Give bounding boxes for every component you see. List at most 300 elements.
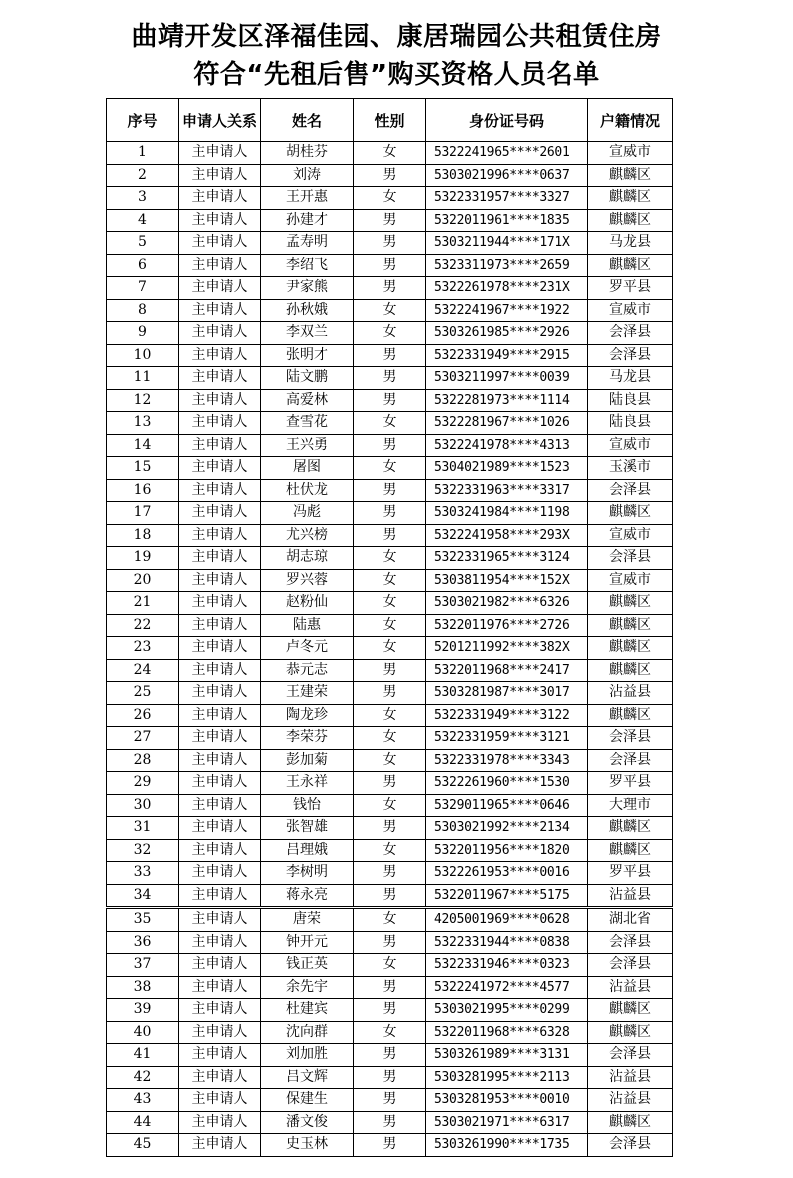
- col-gender-cell: 男: [354, 367, 426, 390]
- col-household-cell: 会泽县: [588, 479, 673, 502]
- col-relation-cell: 主申请人: [179, 976, 261, 999]
- col-name-cell: 罗兴蓉: [261, 569, 354, 592]
- col-name-cell: 李树明: [261, 862, 354, 885]
- col-relation-cell: 主申请人: [179, 682, 261, 705]
- col-household-cell: 宣威市: [588, 299, 673, 322]
- col-relation-cell: 主申请人: [179, 727, 261, 750]
- table-row: [107, 299, 673, 322]
- col-index-cell: 28: [107, 749, 179, 772]
- col-index-cell: 40: [107, 1021, 179, 1044]
- roster-table-header: [106, 98, 673, 142]
- col-relation-cell: 主申请人: [179, 931, 261, 954]
- col-index-cell: 16: [107, 479, 179, 502]
- col-id-number-cell: 5304021989****1523: [426, 457, 588, 480]
- table-row: [107, 367, 673, 390]
- col-name-cell: 杜伏龙: [261, 479, 354, 502]
- col-relation-cell: 主申请人: [179, 614, 261, 637]
- table-row: [107, 884, 673, 907]
- table-row: [107, 164, 673, 187]
- col-name-cell: 孙秋娥: [261, 299, 354, 322]
- col-household-cell: 罗平县: [588, 772, 673, 795]
- col-relation-cell: 主申请人: [179, 1044, 261, 1067]
- col-household-cell: 会泽县: [588, 1044, 673, 1067]
- col-household-cell: 沾益县: [588, 1089, 673, 1112]
- col-index-cell: 19: [107, 547, 179, 570]
- col-gender-cell: 男: [354, 659, 426, 682]
- col-household-cell: 罗平县: [588, 277, 673, 300]
- col-household-cell: 马龙县: [588, 232, 673, 255]
- col-household-cell: 麒麟区: [588, 592, 673, 615]
- col-relation-cell: 主申请人: [179, 1111, 261, 1134]
- col-index-cell: 8: [107, 299, 179, 322]
- col-gender-cell: 男: [354, 209, 426, 232]
- col-household-cell: 宣威市: [588, 569, 673, 592]
- col-gender-cell: 女: [354, 322, 426, 345]
- table-row: [107, 232, 673, 255]
- col-gender-cell: 男: [354, 344, 426, 367]
- table-row: [107, 209, 673, 232]
- col-id-number-cell: 4205001969****0628: [426, 909, 588, 932]
- col-gender-cell: 男: [354, 1134, 426, 1157]
- col-relation-cell: 主申请人: [179, 142, 261, 165]
- col-index-cell: 37: [107, 954, 179, 977]
- col-gender-cell: 女: [354, 727, 426, 750]
- col-relation-cell: 主申请人: [179, 794, 261, 817]
- col-name-cell: 孙建才: [261, 209, 354, 232]
- col-relation-cell: 主申请人: [179, 659, 261, 682]
- table-row: [107, 1089, 673, 1112]
- col-index-cell: 29: [107, 772, 179, 795]
- col-relation-cell: 主申请人: [179, 434, 261, 457]
- col-household-cell: 麒麟区: [588, 164, 673, 187]
- col-relation-cell: 主申请人: [179, 1134, 261, 1157]
- col-id-number-cell: 5303281987****3017: [426, 682, 588, 705]
- table-row: [107, 976, 673, 999]
- col-relation-cell: 主申请人: [179, 187, 261, 210]
- table-row: [107, 1066, 673, 1089]
- col-id-number-cell: 5322331949****2915: [426, 344, 588, 367]
- col-name-cell: 余先宇: [261, 976, 354, 999]
- col-relation-cell: 主申请人: [179, 909, 261, 932]
- col-household-cell: 麒麟区: [588, 502, 673, 525]
- col-relation-cell: 主申请人: [179, 389, 261, 412]
- table-row: [107, 254, 673, 277]
- col-index-cell: 34: [107, 884, 179, 907]
- col-index-cell: 1: [107, 142, 179, 165]
- table-row: [107, 1111, 673, 1134]
- col-gender-cell: 男: [354, 232, 426, 255]
- table-row: [107, 637, 673, 660]
- col-name-cell: 刘涛: [261, 164, 354, 187]
- col-id-number-cell: 5303021996****0637: [426, 164, 588, 187]
- col-household-cell: 麒麟区: [588, 254, 673, 277]
- col-relation-cell: 主申请人: [179, 637, 261, 660]
- col-gender-cell: 男: [354, 1066, 426, 1089]
- col-household-cell: 会泽县: [588, 954, 673, 977]
- col-name-cell: 冯彪: [261, 502, 354, 525]
- col-name-cell: 唐荣: [261, 909, 354, 932]
- col-id-number-cell: 5322331949****3122: [426, 704, 588, 727]
- col-relation-cell: 主申请人: [179, 322, 261, 345]
- col-relation-cell: 主申请人: [179, 209, 261, 232]
- col-name-cell: 尤兴榜: [261, 524, 354, 547]
- col-relation-cell: 主申请人: [179, 1021, 261, 1044]
- table-row: [107, 954, 673, 977]
- col-id-number-cell: 5322241967****1922: [426, 299, 588, 322]
- table-row: [107, 457, 673, 480]
- table-row: [107, 931, 673, 954]
- col-id-number-cell: 5303021982****6326: [426, 592, 588, 615]
- col-id-number-cell: 5322331959****3121: [426, 727, 588, 750]
- col-id-number-cell: 5322011976****2726: [426, 614, 588, 637]
- col-index-cell: 15: [107, 457, 179, 480]
- table-row: [107, 862, 673, 885]
- col-gender-cell: 男: [354, 164, 426, 187]
- col-index-cell: 36: [107, 931, 179, 954]
- col-id-number-cell: 5322011968****2417: [426, 659, 588, 682]
- col-relation-cell: 主申请人: [179, 277, 261, 300]
- col-index-cell: 11: [107, 367, 179, 390]
- col-household-cell: 麒麟区: [588, 1021, 673, 1044]
- table-row: [107, 704, 673, 727]
- col-id-number-cell: 5322331957****3327: [426, 187, 588, 210]
- col-household-cell: 大理市: [588, 794, 673, 817]
- col-name-cell: 高爱林: [261, 389, 354, 412]
- col-relation-cell: 主申请人: [179, 569, 261, 592]
- col-index-cell: 33: [107, 862, 179, 885]
- col-id-number-cell: 5322261960****1530: [426, 772, 588, 795]
- col-name-cell: 吕文辉: [261, 1066, 354, 1089]
- col-household-cell: 麒麟区: [588, 817, 673, 840]
- col-household-cell: 会泽县: [588, 727, 673, 750]
- col-gender-cell: 女: [354, 187, 426, 210]
- col-household-cell: 会泽县: [588, 931, 673, 954]
- table-row: [107, 187, 673, 210]
- col-index-cell: 2: [107, 164, 179, 187]
- col-id-number-cell: 5322261978****231X: [426, 277, 588, 300]
- table-row: [107, 547, 673, 570]
- col-name-cell: 胡志琼: [261, 547, 354, 570]
- col-gender-cell: 男: [354, 1044, 426, 1067]
- col-relation-cell: 主申请人: [179, 592, 261, 615]
- col-id-number-cell: 5303021992****2134: [426, 817, 588, 840]
- col-index-cell: 26: [107, 704, 179, 727]
- col-household-cell: 麒麟区: [588, 1111, 673, 1134]
- col-name-cell: 张智雄: [261, 817, 354, 840]
- table-row: [107, 999, 673, 1022]
- col-gender-cell: 女: [354, 1021, 426, 1044]
- table-row: [107, 434, 673, 457]
- col-index-cell: 13: [107, 412, 179, 435]
- col-household-cell: 麒麟区: [588, 839, 673, 862]
- col-index-cell: 17: [107, 502, 179, 525]
- table-row: [107, 659, 673, 682]
- table-row: [107, 322, 673, 345]
- col-id-number-cell: 5322331978****3343: [426, 749, 588, 772]
- col-gender-cell: 男: [354, 434, 426, 457]
- col-id-number-cell: 5303211944****171X: [426, 232, 588, 255]
- col-name-cell: 尹家熊: [261, 277, 354, 300]
- col-id-number-cell: 5322011967****5175: [426, 884, 588, 907]
- col-gender-cell: 女: [354, 569, 426, 592]
- col-household-cell: 沾益县: [588, 1066, 673, 1089]
- col-index-cell: 30: [107, 794, 179, 817]
- col-relation-cell: 主申请人: [179, 502, 261, 525]
- table-row: [107, 1044, 673, 1067]
- table-row: [107, 502, 673, 525]
- col-gender-cell: 女: [354, 457, 426, 480]
- col-name-cell: 钱正英: [261, 954, 354, 977]
- col-name-cell: 屠图: [261, 457, 354, 480]
- col-gender-cell: 女: [354, 142, 426, 165]
- col-gender-cell: 女: [354, 299, 426, 322]
- col-household-cell: 麒麟区: [588, 637, 673, 660]
- col-id-number-cell: 5323311973****2659: [426, 254, 588, 277]
- col-gender-cell: 男: [354, 502, 426, 525]
- col-household-cell: 麒麟区: [588, 614, 673, 637]
- table-row: [107, 479, 673, 502]
- page-subtitle: 符合“先租后售”购买资格人员名单: [193, 60, 600, 90]
- table-row: [107, 749, 673, 772]
- col-gender-cell: 男: [354, 1111, 426, 1134]
- col-household-cell: 沾益县: [588, 976, 673, 999]
- col-relation-cell: 主申请人: [179, 344, 261, 367]
- col-gender-cell: 男: [354, 976, 426, 999]
- col-relation-cell: 主申请人: [179, 164, 261, 187]
- col-household-cell: 宣威市: [588, 434, 673, 457]
- col-relation-cell: 主申请人: [179, 232, 261, 255]
- col-gender-cell: 女: [354, 592, 426, 615]
- header-col-index: 序号: [107, 99, 179, 142]
- col-relation-cell: 主申请人: [179, 1089, 261, 1112]
- col-index-cell: 3: [107, 187, 179, 210]
- col-name-cell: 王建荣: [261, 682, 354, 705]
- col-gender-cell: 女: [354, 637, 426, 660]
- col-household-cell: 麒麟区: [588, 659, 673, 682]
- col-name-cell: 沈向群: [261, 1021, 354, 1044]
- col-household-cell: 沾益县: [588, 682, 673, 705]
- col-id-number-cell: 5322241972****4577: [426, 976, 588, 999]
- col-index-cell: 35: [107, 909, 179, 932]
- col-gender-cell: 女: [354, 839, 426, 862]
- col-id-number-cell: 5322011956****1820: [426, 839, 588, 862]
- col-household-cell: 陆良县: [588, 412, 673, 435]
- col-id-number-cell: 5303811954****152X: [426, 569, 588, 592]
- col-relation-cell: 主申请人: [179, 704, 261, 727]
- table-row: [107, 1021, 673, 1044]
- col-gender-cell: 女: [354, 704, 426, 727]
- col-household-cell: 马龙县: [588, 367, 673, 390]
- col-name-cell: 胡桂芬: [261, 142, 354, 165]
- col-id-number-cell: 5303281953****0010: [426, 1089, 588, 1112]
- col-name-cell: 李双兰: [261, 322, 354, 345]
- col-id-number-cell: 5322331965****3124: [426, 547, 588, 570]
- col-id-number-cell: 5303261990****1735: [426, 1134, 588, 1157]
- col-id-number-cell: 5201211992****382X: [426, 637, 588, 660]
- table-row: [107, 592, 673, 615]
- col-name-cell: 恭元志: [261, 659, 354, 682]
- roster-table-part1: [106, 141, 673, 907]
- col-index-cell: 20: [107, 569, 179, 592]
- table-row: [107, 682, 673, 705]
- table-row: [107, 524, 673, 547]
- col-index-cell: 45: [107, 1134, 179, 1157]
- roster-table-part2: [106, 908, 673, 1157]
- col-name-cell: 李荣芬: [261, 727, 354, 750]
- col-gender-cell: 男: [354, 772, 426, 795]
- col-index-cell: 32: [107, 839, 179, 862]
- col-name-cell: 陆惠: [261, 614, 354, 637]
- col-relation-cell: 主申请人: [179, 479, 261, 502]
- col-id-number-cell: 5303021971****6317: [426, 1111, 588, 1134]
- col-id-number-cell: 5322281973****1114: [426, 389, 588, 412]
- col-gender-cell: 男: [354, 817, 426, 840]
- col-gender-cell: 女: [354, 954, 426, 977]
- header-col-gender: 性别: [354, 99, 426, 142]
- col-relation-cell: 主申请人: [179, 457, 261, 480]
- col-gender-cell: 女: [354, 547, 426, 570]
- col-name-cell: 孟寿明: [261, 232, 354, 255]
- table-row: [107, 142, 673, 165]
- col-index-cell: 42: [107, 1066, 179, 1089]
- col-gender-cell: 男: [354, 682, 426, 705]
- col-gender-cell: 女: [354, 909, 426, 932]
- col-household-cell: 麒麟区: [588, 999, 673, 1022]
- col-index-cell: 43: [107, 1089, 179, 1112]
- col-gender-cell: 男: [354, 254, 426, 277]
- table-row: [107, 909, 673, 932]
- col-id-number-cell: 5322011968****6328: [426, 1021, 588, 1044]
- col-name-cell: 陶龙珍: [261, 704, 354, 727]
- col-index-cell: 39: [107, 999, 179, 1022]
- table-row: [107, 344, 673, 367]
- col-id-number-cell: 5322241965****2601: [426, 142, 588, 165]
- col-index-cell: 12: [107, 389, 179, 412]
- table-row: [107, 614, 673, 637]
- table-row: [107, 412, 673, 435]
- col-name-cell: 陆文鹏: [261, 367, 354, 390]
- col-gender-cell: 女: [354, 412, 426, 435]
- col-index-cell: 38: [107, 976, 179, 999]
- col-name-cell: 张明才: [261, 344, 354, 367]
- col-id-number-cell: 5322331944****0838: [426, 931, 588, 954]
- col-name-cell: 刘加胜: [261, 1044, 354, 1067]
- col-id-number-cell: 5303261985****2926: [426, 322, 588, 345]
- col-household-cell: 麒麟区: [588, 209, 673, 232]
- col-relation-cell: 主申请人: [179, 862, 261, 885]
- header-col-household: 户籍情况: [588, 99, 673, 142]
- col-relation-cell: 主申请人: [179, 412, 261, 435]
- col-id-number-cell: 5303211997****0039: [426, 367, 588, 390]
- col-gender-cell: 男: [354, 277, 426, 300]
- table-row: [107, 794, 673, 817]
- col-gender-cell: 男: [354, 931, 426, 954]
- header-col-id-number: 身份证号码: [426, 99, 588, 142]
- col-name-cell: 保建生: [261, 1089, 354, 1112]
- col-index-cell: 6: [107, 254, 179, 277]
- col-relation-cell: 主申请人: [179, 839, 261, 862]
- col-household-cell: 会泽县: [588, 322, 673, 345]
- col-household-cell: 会泽县: [588, 344, 673, 367]
- col-household-cell: 宣威市: [588, 524, 673, 547]
- col-index-cell: 27: [107, 727, 179, 750]
- col-id-number-cell: 5303261989****3131: [426, 1044, 588, 1067]
- col-name-cell: 王兴勇: [261, 434, 354, 457]
- header-col-relation: 申请人关系: [179, 99, 261, 142]
- col-id-number-cell: 5303281995****2113: [426, 1066, 588, 1089]
- col-index-cell: 14: [107, 434, 179, 457]
- table-row: [107, 839, 673, 862]
- col-id-number-cell: 5303241984****1198: [426, 502, 588, 525]
- table-row: [107, 1134, 673, 1157]
- col-name-cell: 查雪花: [261, 412, 354, 435]
- col-index-cell: 24: [107, 659, 179, 682]
- col-name-cell: 蒋永亮: [261, 884, 354, 907]
- col-gender-cell: 男: [354, 479, 426, 502]
- col-gender-cell: 女: [354, 794, 426, 817]
- col-gender-cell: 男: [354, 389, 426, 412]
- col-name-cell: 王开惠: [261, 187, 354, 210]
- col-name-cell: 赵粉仙: [261, 592, 354, 615]
- col-name-cell: 史玉林: [261, 1134, 354, 1157]
- col-household-cell: 沾益县: [588, 884, 673, 907]
- table-row: [107, 727, 673, 750]
- col-index-cell: 10: [107, 344, 179, 367]
- col-relation-cell: 主申请人: [179, 367, 261, 390]
- col-id-number-cell: 5322011961****1835: [426, 209, 588, 232]
- col-relation-cell: 主申请人: [179, 524, 261, 547]
- col-gender-cell: 男: [354, 524, 426, 547]
- table-row: [107, 389, 673, 412]
- col-household-cell: 罗平县: [588, 862, 673, 885]
- header-row: [107, 99, 673, 142]
- col-gender-cell: 男: [354, 862, 426, 885]
- col-household-cell: 陆良县: [588, 389, 673, 412]
- col-name-cell: 吕理娥: [261, 839, 354, 862]
- col-index-cell: 25: [107, 682, 179, 705]
- col-gender-cell: 男: [354, 999, 426, 1022]
- col-household-cell: 湖北省: [588, 909, 673, 932]
- col-name-cell: 王永祥: [261, 772, 354, 795]
- col-id-number-cell: 5322241978****4313: [426, 434, 588, 457]
- col-name-cell: 杜建宾: [261, 999, 354, 1022]
- col-relation-cell: 主申请人: [179, 954, 261, 977]
- col-id-number-cell: 5329011965****0646: [426, 794, 588, 817]
- col-index-cell: 41: [107, 1044, 179, 1067]
- col-index-cell: 9: [107, 322, 179, 345]
- col-index-cell: 22: [107, 614, 179, 637]
- col-relation-cell: 主申请人: [179, 772, 261, 795]
- col-id-number-cell: 5322241958****293X: [426, 524, 588, 547]
- col-index-cell: 4: [107, 209, 179, 232]
- col-index-cell: 21: [107, 592, 179, 615]
- col-gender-cell: 男: [354, 884, 426, 907]
- col-gender-cell: 女: [354, 614, 426, 637]
- col-household-cell: 麒麟区: [588, 187, 673, 210]
- col-relation-cell: 主申请人: [179, 254, 261, 277]
- col-household-cell: 玉溪市: [588, 457, 673, 480]
- page-title: 曲靖开发区泽福佳园、康居瑞园公共租赁住房: [131, 22, 662, 52]
- col-household-cell: 会泽县: [588, 1134, 673, 1157]
- col-index-cell: 5: [107, 232, 179, 255]
- col-id-number-cell: 5303021995****0299: [426, 999, 588, 1022]
- table-row: [107, 277, 673, 300]
- col-name-cell: 李绍飞: [261, 254, 354, 277]
- col-household-cell: 宣威市: [588, 142, 673, 165]
- col-relation-cell: 主申请人: [179, 999, 261, 1022]
- table-row: [107, 772, 673, 795]
- col-relation-cell: 主申请人: [179, 1066, 261, 1089]
